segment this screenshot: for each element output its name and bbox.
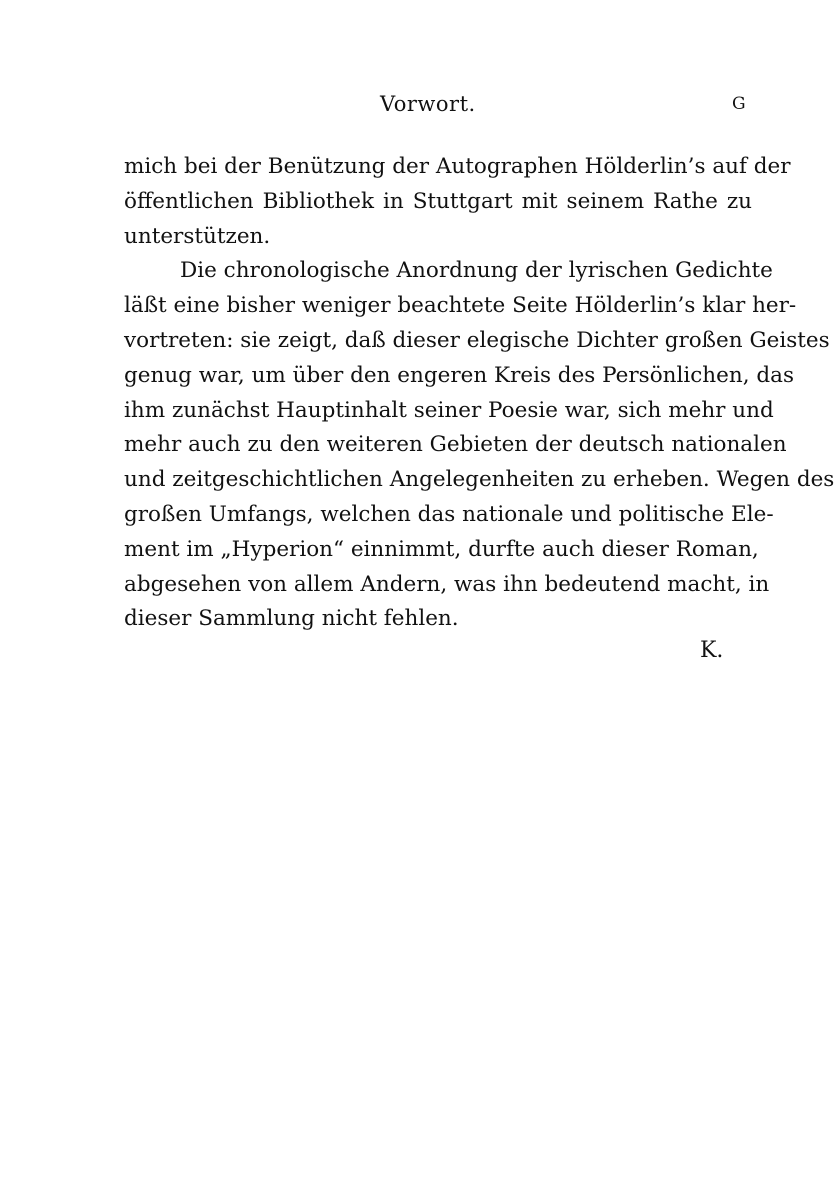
page-number: G [732,94,746,114]
running-title: Vorwort. [380,92,476,116]
text-line: und zeitgeschichtlichen Angelegenheiten zu erheben. Wegen des [124,467,835,493]
text-line: genug war, um über den engeren Kreis des Persönlichen, das [124,362,794,388]
text-line: abgesehen von allem Andern, was ihn bedeutend macht, in [124,571,770,597]
text-line: ment im „Hyperion“ einnimmt, durfte auch dieser Roman, [124,536,759,562]
text-line: mehr auch zu den weiteren Gebieten der deutsch nationalen [124,432,787,458]
text-line: läßt eine bisher weniger beachtete Seite Hölderlin’s klar her- [124,293,797,319]
text-line: mich bei der Benützung der Autographen Hölderlin’s auf der [124,154,791,179]
text-line: ihm zunächst Hauptinhalt seiner Poesie war, sich mehr und [124,397,774,423]
text-line: großen Umfangs, welchen das nationale und politische Ele- [124,501,774,527]
running-head [0,92,840,122]
paragraph-first-line: Die chronologische Anordnung der lyrischen Gedichte [180,258,773,284]
text-line: vortreten: sie zeigt, daß dieser elegische Dichter großen Geistes [124,327,830,353]
text-line: öffentlichen Bibliothek in Stuttgart mit seinem Rathe zu [124,188,752,214]
text-line: unterstützen. [124,223,271,249]
author-signature: K. [700,638,724,663]
text-line: dieser Sammlung nicht fehlen. [124,606,459,632]
body-text [124,150,835,637]
